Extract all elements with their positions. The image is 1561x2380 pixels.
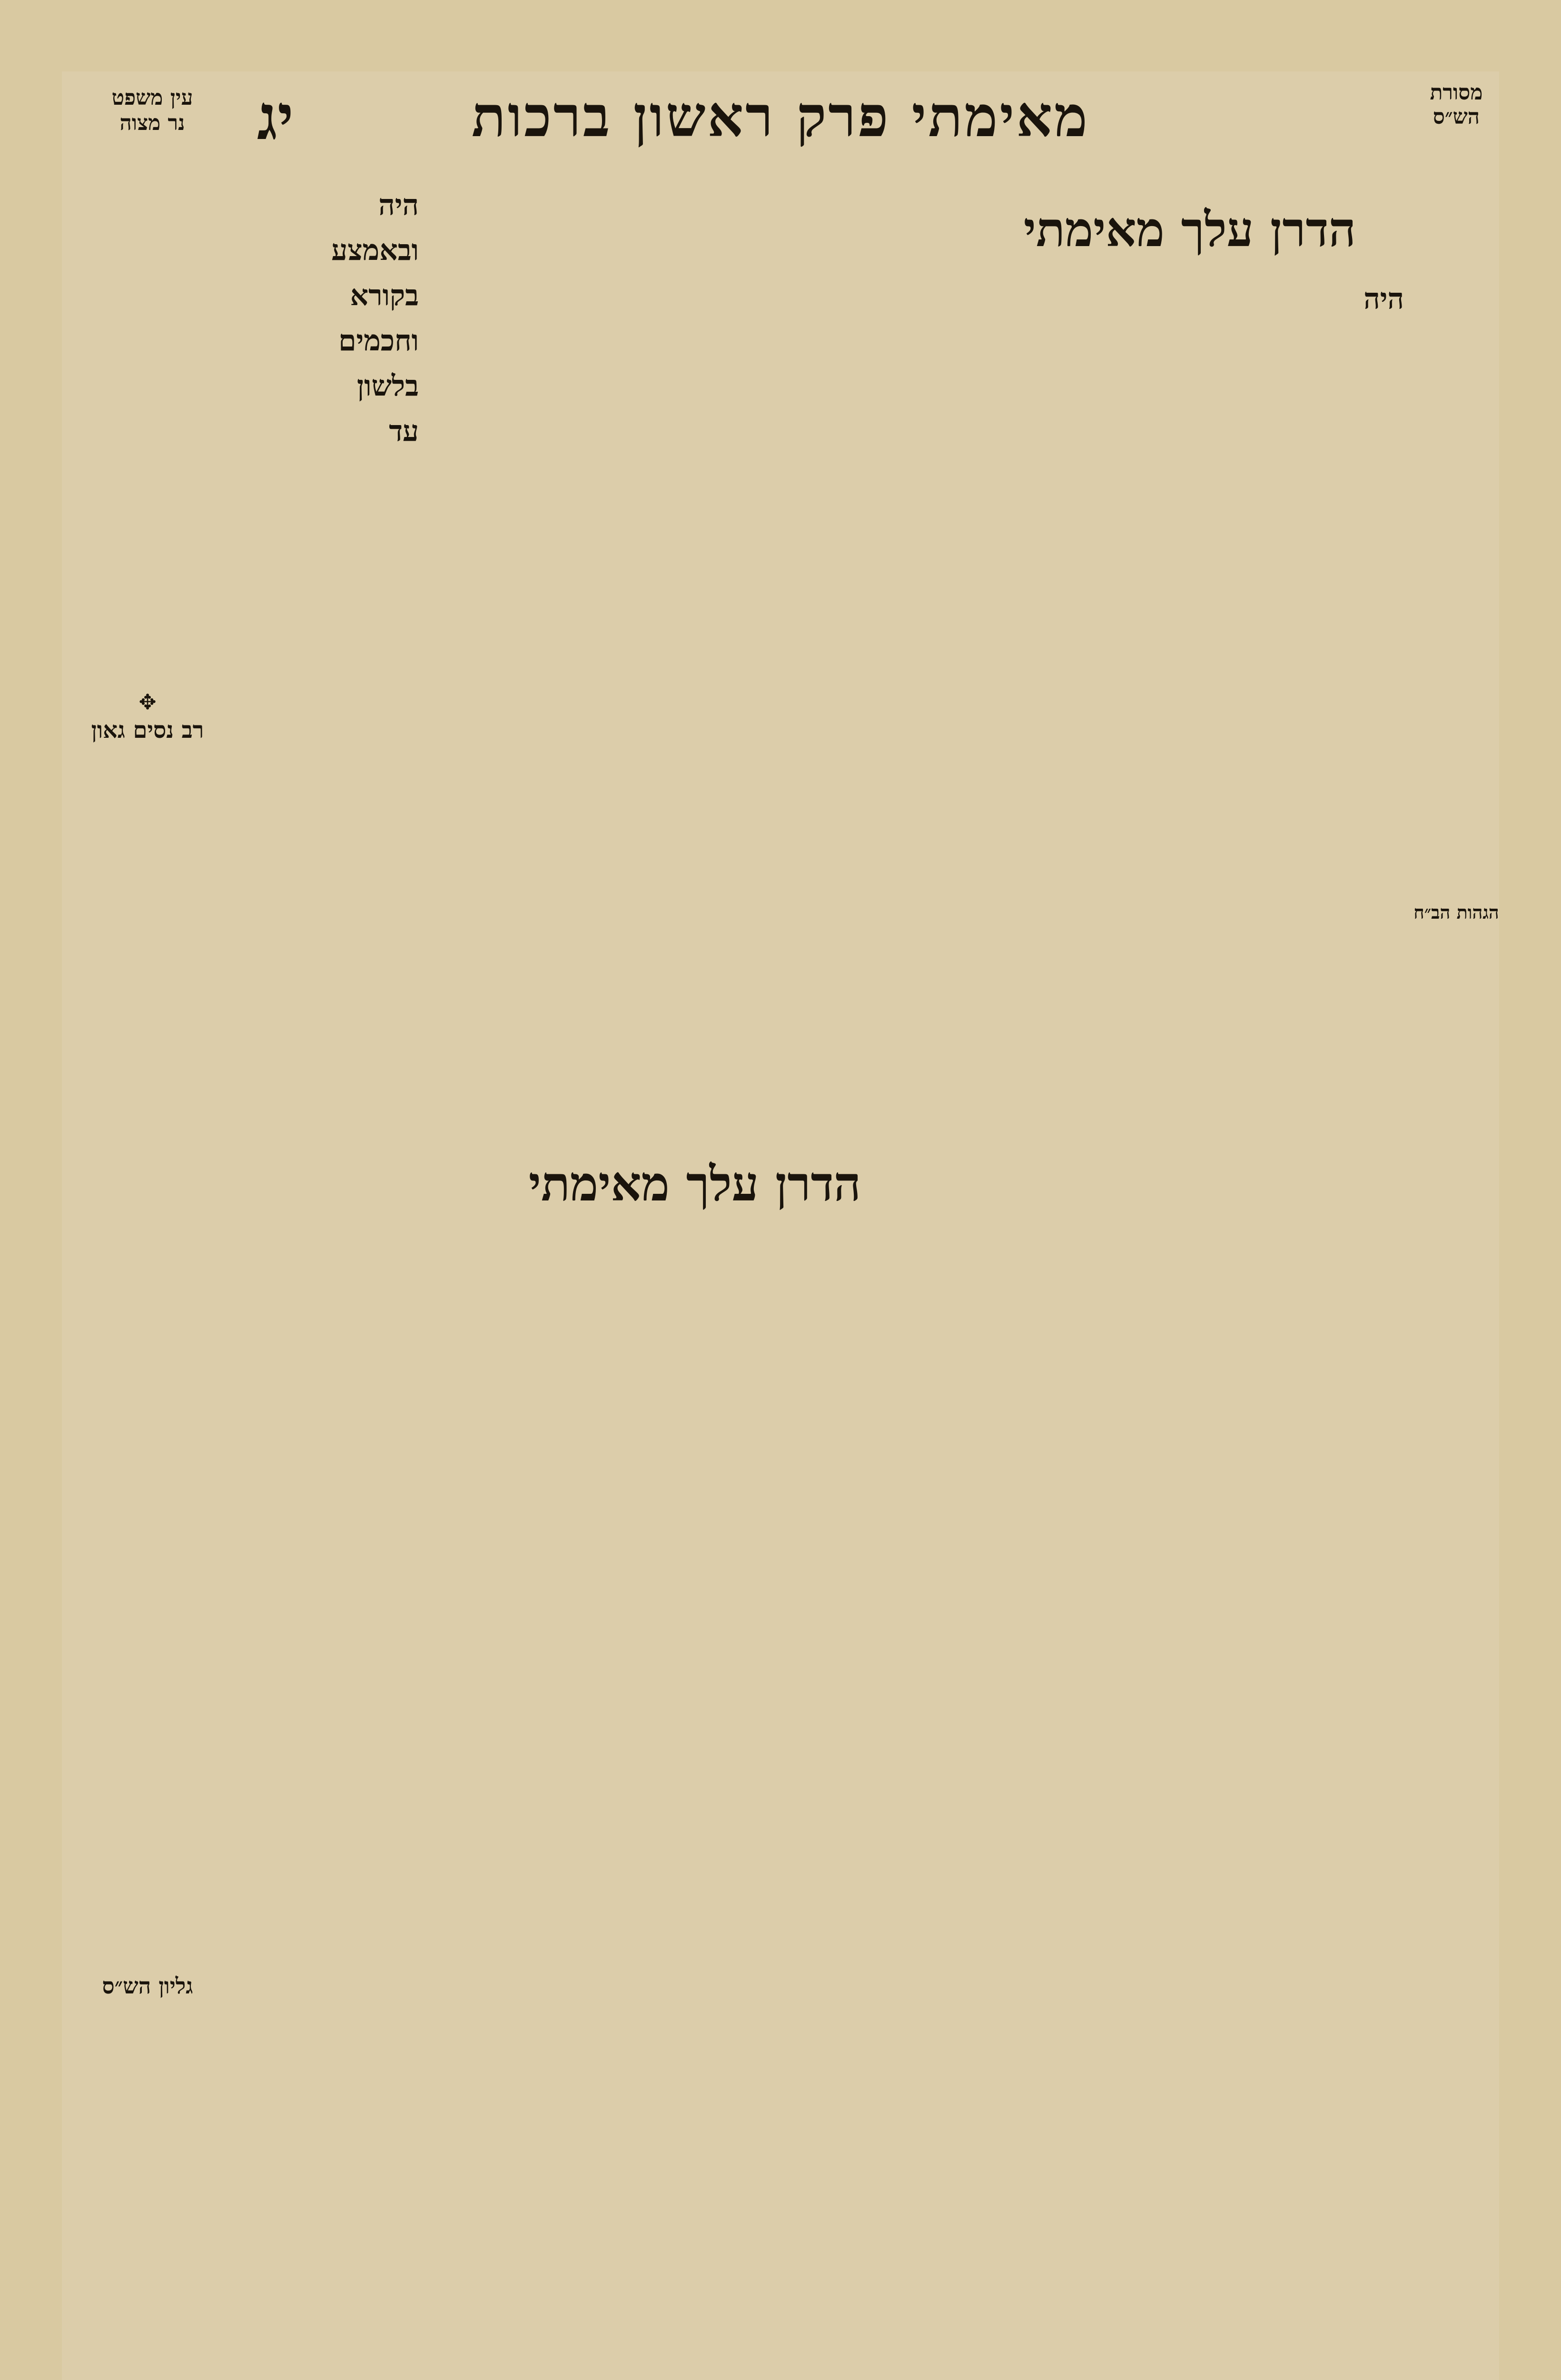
gilyon-hashas-heading: גליון הש״ס xyxy=(102,1973,193,1999)
talmud-page xyxy=(62,71,1499,2380)
page-title: מאימתי פרק ראשון ברכות xyxy=(471,83,1090,149)
footnote xyxy=(328,2175,1404,2213)
hagahot-habach-heading: הגהות הב״ח xyxy=(1413,902,1499,923)
tosafot-column xyxy=(243,181,419,1752)
ein-mishpat-title: עין משפט נר מצוה xyxy=(111,86,193,135)
tosafot-heading-bikoro: בקורא xyxy=(350,279,419,312)
rav-nissim-gaon-column xyxy=(62,709,233,1899)
tosafot-heading-vachachamim: וחכמים xyxy=(338,324,419,357)
gemara-column xyxy=(428,338,961,1361)
ein-mishpat-column xyxy=(62,181,233,681)
rashi-heading-haya: היה xyxy=(1363,282,1404,316)
gemara-bottom xyxy=(328,1452,1404,2166)
hadran-heading-main: הדרן עלך מאימתי xyxy=(528,1156,861,1212)
folio-number: יג xyxy=(257,81,294,154)
gilyon-hashas-column xyxy=(62,1966,233,2180)
divider-ornament: ✥ xyxy=(138,690,157,714)
masoret-hashas-title: מסורת הש״ס xyxy=(1430,80,1483,129)
masoret-hashas-column xyxy=(1413,181,1499,2180)
page-header xyxy=(62,81,1499,162)
tosafot-heading-bilshon: בלשון xyxy=(356,369,419,403)
rav-nissim-gaon-heading: רב נסים גאון xyxy=(91,717,204,744)
tosafot-heading-uvaemtza: ובאמצע xyxy=(331,234,419,267)
hadran-heading-top: הדרן עלך מאימתי xyxy=(1023,201,1356,258)
tosafot-heading-ad: עד xyxy=(389,415,419,448)
tosafot-heading-haya: היה xyxy=(378,188,419,222)
